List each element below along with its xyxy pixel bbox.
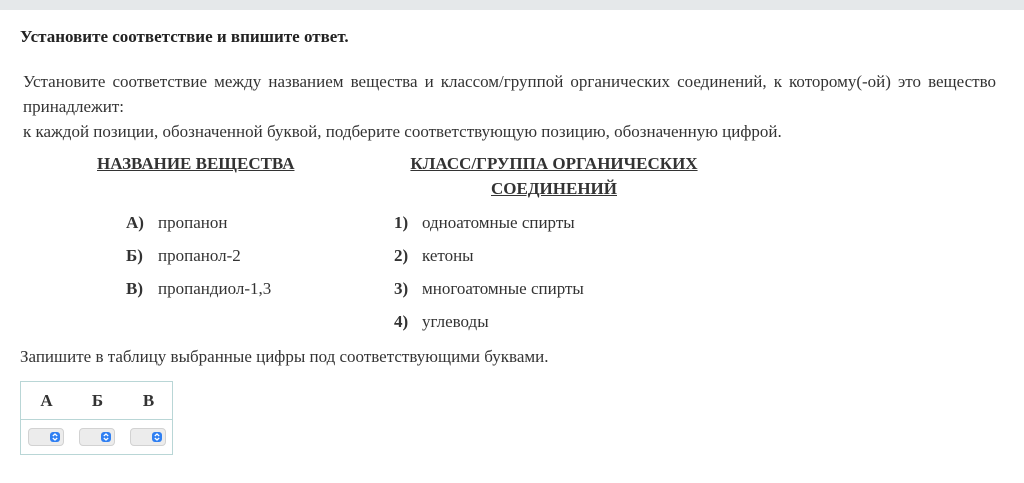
answer-column-b — [72, 382, 123, 454]
substance-letter: В) — [126, 279, 143, 298]
answer-column-a — [21, 382, 72, 454]
task-description — [23, 69, 996, 144]
up-down-chevron-icon — [50, 432, 60, 442]
substance-letter: Б) — [126, 246, 143, 265]
task-description-line2: к каждой позиции, обозначенной буквой, подберите соответствующую позицию, обозначенную цифрой. — [23, 122, 782, 141]
left-column-header: НАЗВАНИЕ ВЕЩЕСТВА — [97, 154, 295, 173]
substance-letter: А) — [126, 213, 144, 232]
class-number: 1) — [394, 213, 409, 232]
class-name: многоатомные спирты — [422, 279, 584, 298]
class-name: одноатомные спирты — [422, 213, 575, 232]
answer-letter: А — [40, 391, 53, 410]
class-number: 2) — [394, 246, 409, 265]
right-column-header-line2: СОЕДИНЕНИЙ — [491, 179, 617, 198]
up-down-chevron-icon — [101, 432, 111, 442]
answer-letter: Б — [91, 391, 104, 410]
answer-table — [20, 381, 173, 455]
class-number: 4) — [394, 312, 409, 331]
answer-select-v[interactable] — [130, 428, 166, 446]
class-name: углеводы — [422, 312, 489, 331]
substance-name: пропанол-2 — [158, 246, 241, 265]
right-column-header — [398, 151, 710, 201]
substance-name: пропанон — [158, 213, 228, 232]
answer-select-a[interactable] — [28, 428, 64, 446]
answer-column-v — [123, 382, 174, 454]
task-description-line1: Установите соответствие между названием вещества и классом/группой органических соединений, к которому(-ой) это вещество принадлежит: — [23, 72, 996, 116]
task-heading: Установите соответствие и впишите ответ. — [20, 27, 349, 46]
class-number: 3) — [394, 279, 409, 298]
up-down-chevron-icon — [152, 432, 162, 442]
answer-instruction: Запишите в таблицу выбранные цифры под соответствующими буквами. — [20, 347, 549, 366]
answer-letter: В — [142, 391, 155, 410]
class-name: кетоны — [422, 246, 474, 265]
answer-select-b[interactable] — [79, 428, 115, 446]
top-bar — [0, 0, 1024, 10]
substance-name: пропандиол-1,3 — [158, 279, 272, 298]
right-column-header-line1: КЛАСС/ГРУППА ОРГАНИЧЕСКИХ — [410, 154, 698, 173]
